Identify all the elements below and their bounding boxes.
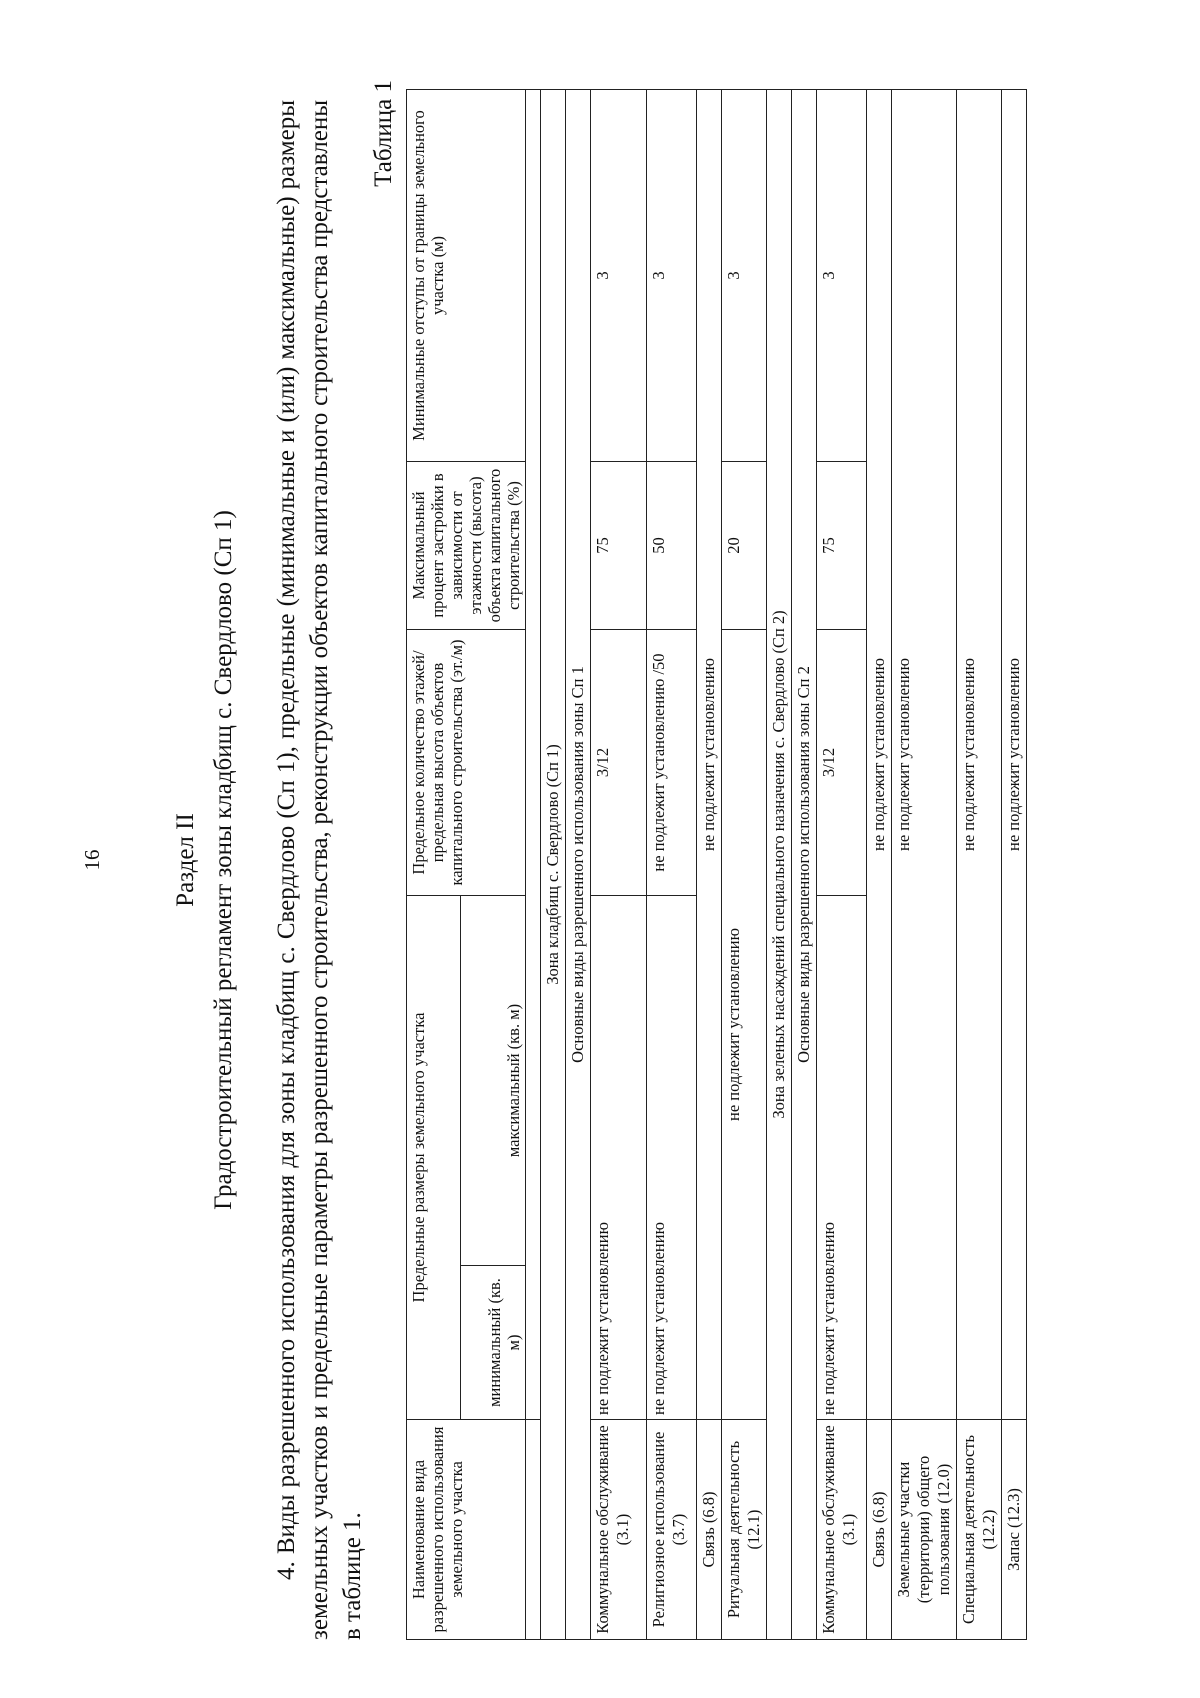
section-title: Раздел II [172, 813, 199, 907]
header-build-percent: Максимальный процент застройки в зависимости от этажности (высота) объекта капитального строительства (%) [407, 462, 526, 630]
row-name: Связь (6.8) [697, 1420, 722, 1640]
rotated-page-content [80, 80, 1160, 1640]
row-name: Земельные участки (территории) общего пользования (12.0) [892, 1420, 957, 1640]
table-row [957, 90, 1002, 1640]
header-min-size: минимальный (кв. м) [461, 1266, 526, 1420]
regulation-table [406, 89, 1027, 1640]
row-name: Коммунальное обслуживание (3.1) [591, 1420, 647, 1640]
row-sizes: не подлежит установлению [817, 896, 867, 1420]
table-row [817, 90, 867, 1640]
row-name: Связь (6.8) [867, 1420, 892, 1640]
row-floors: 3/12 [591, 630, 647, 896]
table-label: Таблица 1 [370, 80, 397, 187]
table-row [647, 90, 697, 1640]
header-row [407, 90, 461, 1640]
row-name: Коммунальное обслуживание (3.1) [817, 1420, 867, 1640]
zone-row [541, 90, 566, 1640]
table-row [697, 90, 722, 1640]
zone-sp2-main-uses: Основные виды разрешенного использования зоны Сп 2 [792, 90, 817, 1640]
zone-sp2-title: Зона зеленых насаждений специального назначения с. Свердлово (Сп 2) [767, 90, 792, 1640]
intro-paragraph: 4. Виды разрешенного использования для зоны кладбищ с. Свердлово (Сп 1), предельные (минимальные и (или) максимальные) размеры земельных участков и предельные параметры разрешенного строительства, реконструкции объектов капитального строительства представлены в таблице 1. [273, 100, 366, 1640]
table-row [892, 90, 957, 1640]
row-all-values: не подлежит установлению [1002, 90, 1027, 1420]
zone-row [767, 90, 792, 1640]
zone-row [566, 90, 591, 1640]
row-floors: не подлежит установлению /50 [647, 630, 697, 896]
row-floors: 3/12 [817, 630, 867, 896]
row-sizes: не подлежит установлению [647, 896, 697, 1420]
row-distance: 3 [591, 90, 647, 462]
row-percent: 50 [647, 462, 697, 630]
regulation-title: Градостроительный регламент зоны кладбищ с. Свердлово (Сп 1) [210, 510, 237, 1210]
spacer-row [526, 90, 541, 1640]
header-floors: Предельное количество этажей/предельная высота объектов капитального строительства (эт./м) [407, 630, 526, 896]
header-use-name: Наименование вида разрешенного использования земельного участка [407, 1420, 526, 1640]
header-min-distance: Минимальные отступы от границы земельного участка (м) [407, 90, 526, 462]
header-max-size: максимальный (кв. м) [461, 896, 526, 1266]
row-name: Религиозное использование (3.7) [647, 1420, 697, 1640]
row-sizes: не подлежит установлению [591, 896, 647, 1420]
row-all-values: не подлежит установлению [867, 90, 892, 1420]
zone-sp1-title: Зона кладбищ с. Свердлово (Сп 1) [541, 90, 566, 1640]
row-percent: 75 [591, 462, 647, 630]
page-number: 16 [80, 849, 104, 871]
row-all-values: не подлежит установлению [892, 90, 957, 1420]
row-distance: 3 [817, 90, 867, 462]
table-row [591, 90, 647, 1640]
header-plot-sizes: Предельные размеры земельного участка [407, 896, 461, 1420]
zone-sp1-main-uses: Основные виды разрешенного использования зоны Сп 1 [566, 90, 591, 1640]
table-row [722, 90, 767, 1640]
row-sizes: не подлежит установлению [722, 630, 767, 1420]
row-all-values: не подлежит установлению [697, 90, 722, 1420]
row-name: Ритуальная деятельность (12.1) [722, 1420, 767, 1640]
row-percent: 75 [817, 462, 867, 630]
zone-row [792, 90, 817, 1640]
row-percent: 20 [722, 462, 767, 630]
row-distance: 3 [722, 90, 767, 462]
table-row [867, 90, 892, 1640]
row-all-values: не подлежит установлению [957, 90, 1002, 1420]
row-distance: 3 [647, 90, 697, 462]
table-row [1002, 90, 1027, 1640]
row-name: Запас (12.3) [1002, 1420, 1027, 1640]
row-name: Специальная деятельность (12.2) [957, 1420, 1002, 1640]
